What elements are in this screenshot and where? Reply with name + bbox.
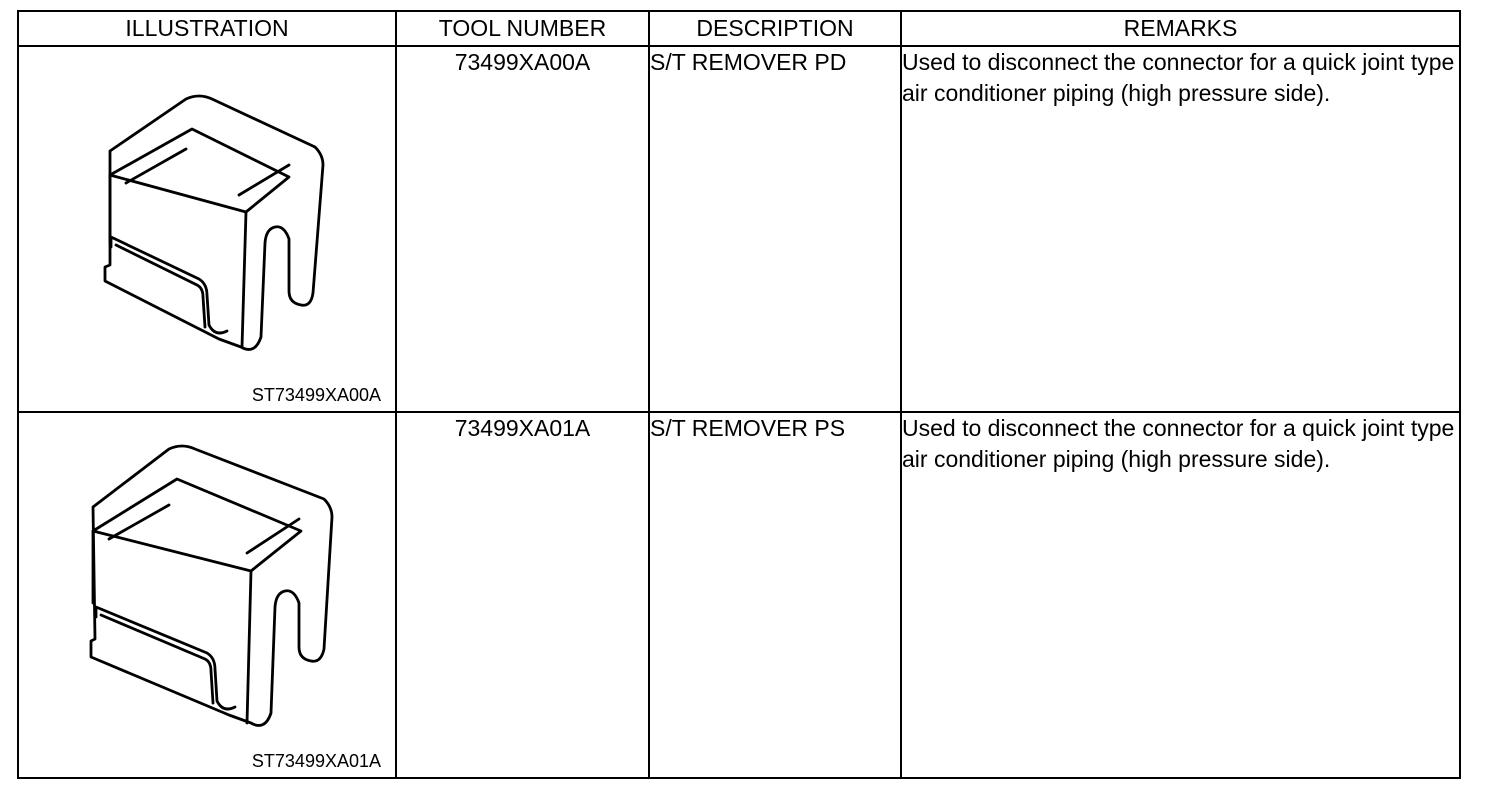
special-tools-table: [17, 10, 1461, 779]
illustration-code: ST73499XA01A: [251, 751, 381, 771]
header-tool-number: TOOL NUMBER: [396, 11, 649, 46]
illustration-code: ST73499XA00A: [251, 385, 381, 405]
table-row: [18, 46, 1460, 412]
header-illustration: ILLUSTRATION: [18, 11, 396, 46]
header-remarks: REMARKS: [901, 11, 1460, 46]
remover-tool-illustration: [19, 47, 397, 411]
table-header-row: [18, 11, 1460, 46]
tool-number: 73499XA01A: [396, 412, 649, 778]
tool-description: S/T REMOVER PS: [649, 412, 901, 778]
tool-description: S/T REMOVER PD: [649, 46, 901, 412]
header-description: DESCRIPTION: [649, 11, 901, 46]
table-row: [18, 412, 1460, 778]
remover-tool-illustration: [19, 413, 397, 777]
tool-remarks: Used to disconnect the connector for a quick joint type air conditioner piping (high pressure side).: [901, 46, 1460, 412]
tool-remarks: Used to disconnect the connector for a quick joint type air conditioner piping (high pressure side).: [901, 412, 1460, 778]
tool-number: 73499XA00A: [396, 46, 649, 412]
illustration-cell: [18, 46, 396, 412]
illustration-cell: [18, 412, 396, 778]
